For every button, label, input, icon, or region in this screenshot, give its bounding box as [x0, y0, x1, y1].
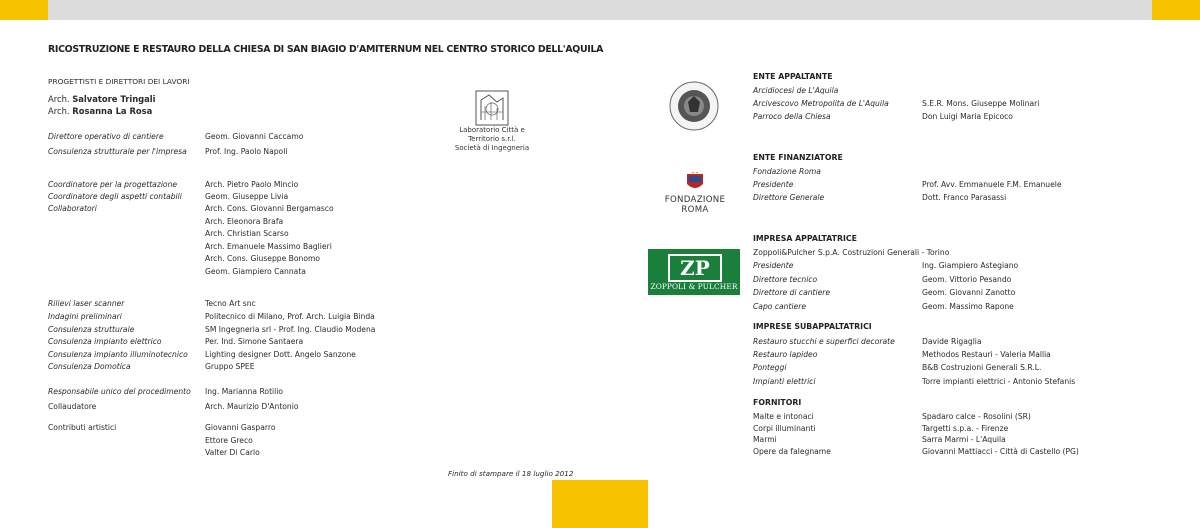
- person-name: Ettore Greco: [205, 436, 253, 445]
- header-ente-appaltante: ENTE APPALTANTE: [753, 72, 833, 81]
- person-name: Arch. Pietro Paolo Mincio: [205, 180, 299, 189]
- zp-initials: ZP: [668, 254, 722, 282]
- person-name: Giovanni Mattiacci - Città di Castello (PG): [922, 447, 1079, 456]
- architect-name: Salvatore Tringali: [72, 94, 156, 104]
- person-name: Sarra Marmi - L'Aquila: [922, 435, 1006, 444]
- role-label: Presidente: [753, 180, 794, 189]
- role-label: Collaudatore: [48, 402, 97, 411]
- person-name: Geom. Giuseppe Livia: [205, 192, 289, 201]
- person-name: Arch. Cons. Giovanni Bergamasco: [205, 204, 334, 213]
- person-name: Valter Di Carlo: [205, 448, 260, 457]
- person-name: Targetti s.p.a. - Firenze: [922, 424, 1009, 433]
- fondazione-roma-wordmark: FONDAZIONE ROMA: [664, 195, 726, 215]
- architect-name: Rosanna La Rosa: [72, 106, 153, 116]
- role-label: Consulenza impianto elettrico: [48, 337, 162, 346]
- fondazione-crest-icon: [684, 172, 706, 192]
- person-name: Prof. Ing. Paolo Napoli: [205, 147, 288, 156]
- role-label: Direttore operativo di cantiere: [48, 132, 164, 141]
- person-name: Methodos Restauri - Valeria Mallia: [922, 350, 1051, 359]
- role-label: Opere da falegname: [753, 447, 831, 456]
- person-name: Lighting designer Dott. Angelo Sanzone: [205, 350, 356, 359]
- person-name: Arch. Maurizio D'Antonio: [205, 402, 299, 411]
- role-label: Contributi artistici: [48, 423, 117, 432]
- role-label: Consulenza strutturale per l'impresa: [48, 147, 187, 156]
- header-fornitori: FORNITORI: [753, 398, 802, 407]
- person-name: Ing. Giampiero Astegiano: [922, 261, 1019, 270]
- header-ente-finanziatore: ENTE FINANZIATORE: [753, 153, 843, 162]
- architect-prefix: Arch.: [48, 106, 70, 116]
- person-name: Don Luigi Maria Epicoco: [922, 112, 1013, 121]
- role-label: Presidente: [753, 261, 794, 270]
- role-label: Restauro lapideo: [753, 350, 818, 359]
- architect-prefix: Arch.: [48, 94, 70, 104]
- role-label: Direttore Generale: [753, 193, 825, 202]
- section-label: PROGETTISTI E DIRETTORI DEI LAVORI: [48, 77, 190, 86]
- role-label: Parroco della Chiesa: [753, 112, 831, 121]
- person-name: Ing. Marianna Rotilio: [205, 387, 284, 396]
- person-name: B&B Costruzioni Generali S.R.L.: [922, 363, 1042, 372]
- role-label: Marmi: [753, 435, 777, 444]
- role-label: Arcidiocesi de L'Aquila: [753, 86, 839, 95]
- person-name: Arch. Christian Scarso: [205, 229, 289, 238]
- person-name: Torre impianti elettrici - Antonio Stefanis: [922, 377, 1076, 386]
- person-name: Dott. Franco Parasassi: [922, 193, 1007, 202]
- person-name: Prof. Avv. Emmanuele F.M. Emanuele: [922, 180, 1062, 189]
- person-name: S.E.R. Mons. Giuseppe Molinari: [922, 99, 1040, 108]
- lab-logo: [447, 90, 537, 153]
- role-label: Malte e intonaci: [753, 412, 814, 421]
- yellow-block-bottom: [552, 480, 648, 528]
- lab-emblem-icon: [475, 90, 509, 126]
- role-label: Restauro stucchi e superfici decorate: [753, 337, 895, 346]
- person-name: Geom. Giampiero Cannata: [205, 267, 306, 276]
- person-name: Politecnico di Milano, Prof. Arch. Luigia Binda: [205, 312, 375, 321]
- role-label: Consulenza impianto illuminotecnico: [48, 350, 188, 359]
- person-name: Geom. Massimo Rapone: [922, 302, 1014, 311]
- role-label: Coordinatore per la progettazione: [48, 180, 178, 189]
- person-name: Arch. Emanuele Massimo Baglieri: [205, 242, 332, 251]
- role-label: Collaboratori: [48, 204, 97, 213]
- role-label: Ponteggi: [753, 363, 787, 372]
- top-gray-band: [0, 0, 1200, 20]
- header-imprese-subappaltatrici: IMPRESE SUBAPPALTATRICI: [753, 322, 872, 331]
- role-label: Coordinatore degli aspetti contabili: [48, 192, 182, 201]
- role-label: Impianti elettrici: [753, 377, 816, 386]
- person-name: Gruppo SPEE: [205, 362, 255, 371]
- lab-caption-line2: Società di Ingegneria: [454, 144, 530, 152]
- page-title: RICOSTRUZIONE E RESTAURO DELLA CHIESA DI SAN BIAGIO D'AMITERNUM NEL CENTRO STORICO DELL'AQUILA: [48, 44, 604, 55]
- role-label: Direttore tecnico: [753, 275, 818, 284]
- role-label: Direttore di cantiere: [753, 288, 831, 297]
- zp-wordmark: ZOPPOLI & PULCHER: [650, 282, 738, 291]
- role-label: Capo cantiere: [753, 302, 807, 311]
- person-name: Arch. Eleonora Brafa: [205, 217, 284, 226]
- person-name: Tecno Art snc: [205, 299, 256, 308]
- architect-1: [48, 94, 156, 104]
- fondazione-roma-logo: [650, 172, 740, 215]
- colophon-text: Finito di stampare il 18 luglio 2012: [448, 469, 574, 478]
- yellow-corner-left: [0, 0, 48, 20]
- header-impresa-appaltatrice: IMPRESA APPALTATRICE: [753, 234, 857, 243]
- person-name: Geom. Giovanni Zanotto: [922, 288, 1016, 297]
- person-name: Geom. Vittorio Pesando: [922, 275, 1012, 284]
- role-label: Responsabile unico del procedimento: [48, 387, 191, 396]
- role-label: Indagini preliminari: [48, 312, 122, 321]
- person-name: Giovanni Gasparro: [205, 423, 276, 432]
- role-label: Arcivescovo Metropolita de L'Aquila: [753, 99, 889, 108]
- role-label: Rilievi laser scanner: [48, 299, 125, 308]
- person-name: Per. Ind. Simone Santaera: [205, 337, 304, 346]
- company-name: Zoppoli&Pulcher S.p.A. Costruzioni Generali - Torino: [753, 248, 950, 257]
- role-label: Consulenza Domotica: [48, 362, 131, 371]
- architect-2: [48, 106, 152, 116]
- role-label: Consulenza strutturale: [48, 325, 135, 334]
- diocese-seal-icon: [668, 80, 720, 132]
- role-label: Corpi illuminanti: [753, 424, 816, 433]
- lab-caption-line1: Laboratorio Città e Territorio s.r.l.: [459, 126, 525, 143]
- role-label: Fondazione Roma: [753, 167, 821, 176]
- yellow-corner-right: [1152, 0, 1200, 20]
- person-name: Spadaro calce - Rosolini (SR): [922, 412, 1031, 421]
- zoppoli-pulcher-logo: [648, 249, 740, 295]
- person-name: SM Ingegneria srl - Prof. Ing. Claudio Modena: [205, 325, 376, 334]
- person-name: Arch. Cons. Giuseppe Bonomo: [205, 254, 321, 263]
- person-name: Davide Rigaglia: [922, 337, 982, 346]
- person-name: Geom. Giovanni Caccamo: [205, 132, 304, 141]
